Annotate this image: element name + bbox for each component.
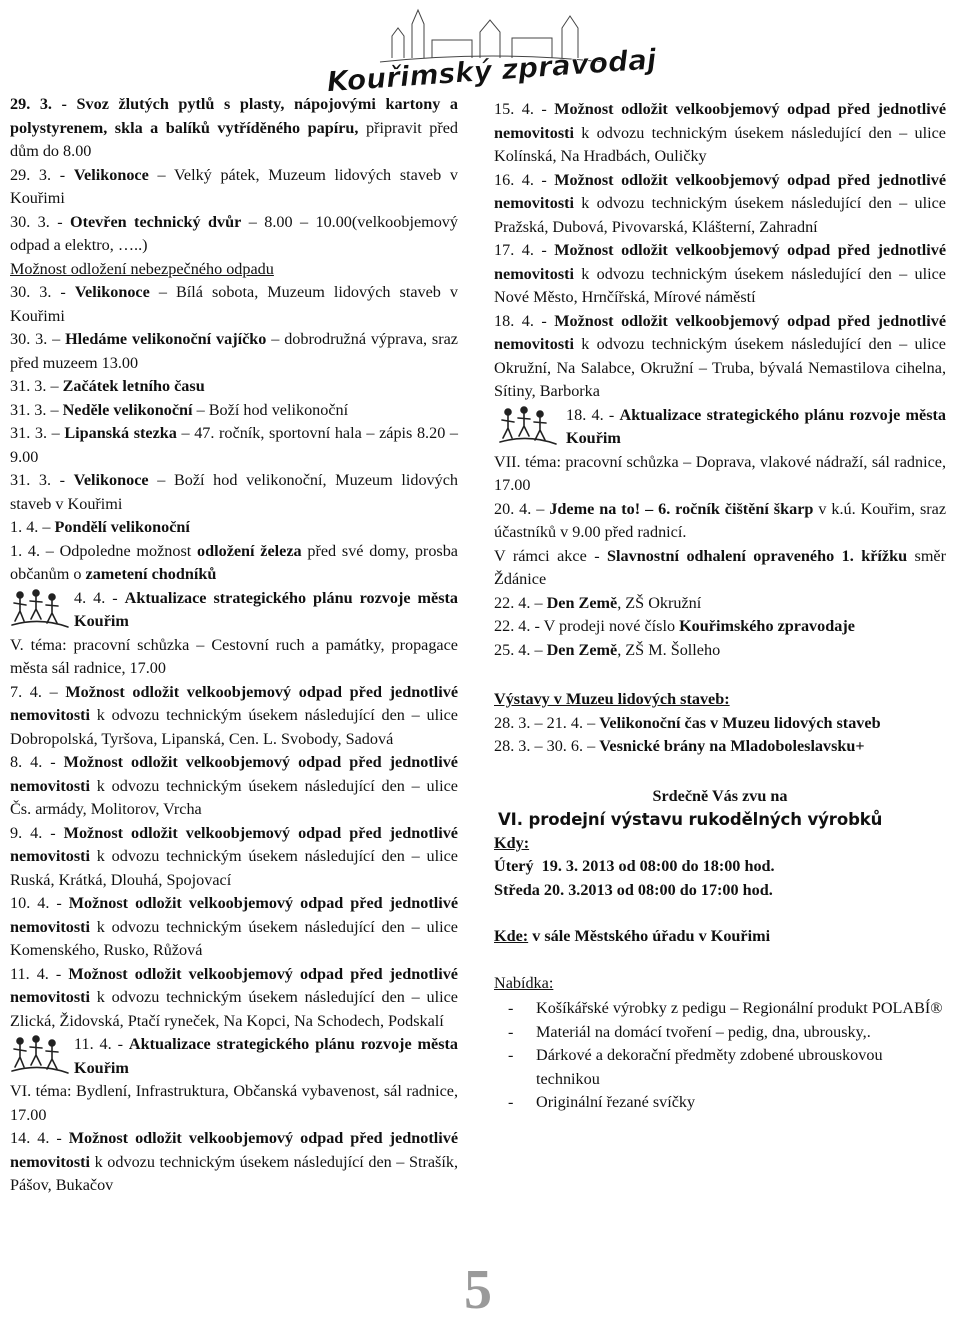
event-item: 20. 4. – Jdeme na to! – 6. ročník čištění škarp v k.ú. Kouřim, sraz účastníků v 9.00 před radnicí. xyxy=(494,499,947,541)
page-number: 5 xyxy=(464,1259,492,1321)
event-item: 14. 4. - Možnost odložit velkoobjemový odpad před jednotlivé nemovitosti k odvozu technickým úsekem následující den – Strašík, Pášov, Bukačov xyxy=(10,1129,458,1194)
event-item: 1. 4. – Odpoledne možnost odložení železa před své domy, prosba občanům o zametení chodníků xyxy=(10,541,458,583)
exhibitions-heading: Výstavy v Muzeu lidových staveb: xyxy=(494,690,730,708)
event-item-with-icon xyxy=(10,587,458,634)
event-item: 7. 4. – Možnost odložit velkoobjemový odpad před jednotlivé nemovitosti k odvozu technickým úsekem následující den – ulice Dobropolská, Tyršova, Lipanská, Cen. L. Svobody, Sadová xyxy=(10,682,459,748)
event-item: VI. téma: Bydlení, Infrastruktura, Občanská vybavenost, sál radnice, 17.00 xyxy=(10,1082,458,1124)
expo-title: VI. prodejní výstavu rukodělných výrobků xyxy=(498,810,883,829)
when-line: Středa 20. 3.2013 od 08:00 do 17:00 hod. xyxy=(494,880,773,899)
when-label: Kdy: xyxy=(494,833,530,852)
event-item: 15. 4. - Možnost odložit velkoobjemový odpad před jednotlivé nemovitosti k odvozu technickým úsekem následující den – ulice Kolínská, Na Hradbách, Ouličky xyxy=(494,100,946,165)
offer-label: Nabídka: xyxy=(494,973,554,992)
offer-item: - Materiál na domácí tvoření – pedig, dna, ubrousky,. xyxy=(508,1022,871,1041)
offer-item: - Košíkářské výrobky z pedigu – Regionální produkt POLABÍ® xyxy=(508,999,943,1017)
event-item: VII. téma: pracovní schůzka – Doprava, vlakové nádraží, sál radnice, 17.00 xyxy=(494,452,946,494)
when-line: Úterý 19. 3. 2013 od 08:00 do 18:00 hod. xyxy=(494,857,775,875)
event-item: 31. 3. – Neděle velikonoční – Boží hod velikonoční xyxy=(10,400,349,419)
event-item-text: 18. 4. - Aktualizace strategického plánu rozvoje města Kouřim xyxy=(566,405,946,447)
exhibition-item: 28. 3. – 21. 4. – Velikonoční čas v Muzeu lidových staveb xyxy=(494,713,881,732)
walking-people-icon xyxy=(10,1033,70,1077)
event-item: 16. 4. - Možnost odložit velkoobjemový odpad před jednotlivé nemovitosti k odvozu technickým úsekem následující den – ulice Pražská, Dubová, Pivovarská, Klášterní, Zahradní xyxy=(494,170,946,236)
offer-item: - Dárkové a dekorační předměty zdobené ubrouskovou technikou xyxy=(508,1046,883,1088)
event-item: 22. 4. – Den Země, ZŠ Okružní xyxy=(494,593,702,612)
event-item: 31. 3. – Lipanská stezka – 47. ročník, sportovní hala – zápis 8.20 – 9.00 xyxy=(10,424,459,466)
event-item-text: 11. 4. - Aktualizace strategického plánu rozvoje města Kouřim xyxy=(74,1035,458,1077)
event-item: 31. 3. – Začátek letního času xyxy=(10,377,205,395)
event-item: 31. 3. - Velikonoce – Boží hod velikonoční, Muzeum lidových staveb v Kouřimi xyxy=(10,471,458,513)
event-item: 30. 3. – Hledáme velikonoční vajíčko – dobrodružná výprava, sraz před muzeem 13.00 xyxy=(10,330,458,372)
masthead-title: Kouřimský zpravodaj xyxy=(325,42,658,99)
left-column xyxy=(10,93,458,1198)
right-column xyxy=(494,98,946,1115)
where-line: Kde: v sále Městského úřadu v Kouřimi xyxy=(494,927,771,945)
event-item: 29. 3. - Velikonoce – Velký pátek, Muzeum lidových staveb v Kouřimi xyxy=(10,165,458,207)
event-item: Možnost odložení nebezpečného odpadu xyxy=(10,259,274,278)
event-item: V. téma: pracovní schůzka – Cestovní ruch a památky, propagace města sál radnice, 17.00 xyxy=(10,635,458,677)
event-item: 30. 3. - Velikonoce – Bílá sobota, Muzeum lidových staveb v Kouřimi xyxy=(10,283,458,325)
walking-people-icon xyxy=(10,587,70,631)
exhibition-item: 28. 3. – 30. 6. – Vesnické brány na Mladoboleslavsku+ xyxy=(494,737,865,755)
invitation-line: Srdečně Vás zvu na xyxy=(652,786,788,805)
event-item-with-icon xyxy=(10,1033,458,1080)
masthead-logo xyxy=(325,6,658,99)
event-item: 17. 4. - Možnost odložit velkoobjemový odpad před jednotlivé nemovitosti k odvozu technickým úsekem následující den – ulice Nové Město, Hrnčířská, Mírové náměstí xyxy=(494,241,946,306)
event-item: 10. 4. - Možnost odložit velkoobjemový odpad před jednotlivé nemovitosti k odvozu technickým úsekem následující den – ulice Komenského, Rusko, Růžová xyxy=(10,894,458,959)
event-item: 9. 4. - Možnost odložit velkoobjemový odpad před jednotlivé nemovitosti k odvozu technickým úsekem následující den – ulice Ruská, Krátká, Dlouhá, Spojovací xyxy=(10,823,458,889)
walking-people-icon xyxy=(494,404,562,448)
event-item: 18. 4. - Možnost odložit velkoobjemový odpad před jednotlivé nemovitosti k odvozu technickým úsekem následující den – ulice Okružní, Na Salabce, Okružní – Truba, bývalá Nemastilova cihelna, Sítiny, Barborka xyxy=(494,311,946,400)
event-item: 8. 4. - Možnost odložit velkoobjemový odpad před jednotlivé nemovitosti k odvozu technickým úsekem následující den – ulice Čs. armády, Molitorov, Vrcha xyxy=(10,753,458,818)
event-item: 29. 3. - Svoz žlutých pytlů s plasty, nápojovými kartony a polystyrenem, skla a balíků vytříděného papíru, připravit před dům do 8.00 xyxy=(10,95,458,160)
event-item-text: 4. 4. - Aktualizace strategického plánu rozvoje města Kouřim xyxy=(74,588,458,630)
event-item: 25. 4. – Den Země, ZŠ M. Šolleho xyxy=(494,640,721,659)
offer-item: - Originální řezané svíčky xyxy=(508,1093,696,1111)
event-item: 22. 4. - V prodeji nové číslo Kouřimského zpravodaje xyxy=(494,617,855,635)
event-item: 1. 4. – Pondělí velikonoční xyxy=(10,518,190,536)
event-item-with-icon xyxy=(494,404,946,451)
event-item: 30. 3. - Otevřen technický dvůr – 8.00 – 10.00(velkoobjemový odpad a elektro, …..) xyxy=(10,212,458,254)
event-item: V rámci akce - Slavnostní odhalení opraveného 1. křížku směr Ždánice xyxy=(494,546,946,588)
offer-list xyxy=(494,997,946,1115)
event-item: 11. 4. - Možnost odložit velkoobjemový odpad před jednotlivé nemovitosti k odvozu technickým úsekem následující den – ulice Zlická, Židovská, Ptačí ryneček, Na Kopci, Na Schodech, Podskalí xyxy=(10,964,458,1030)
